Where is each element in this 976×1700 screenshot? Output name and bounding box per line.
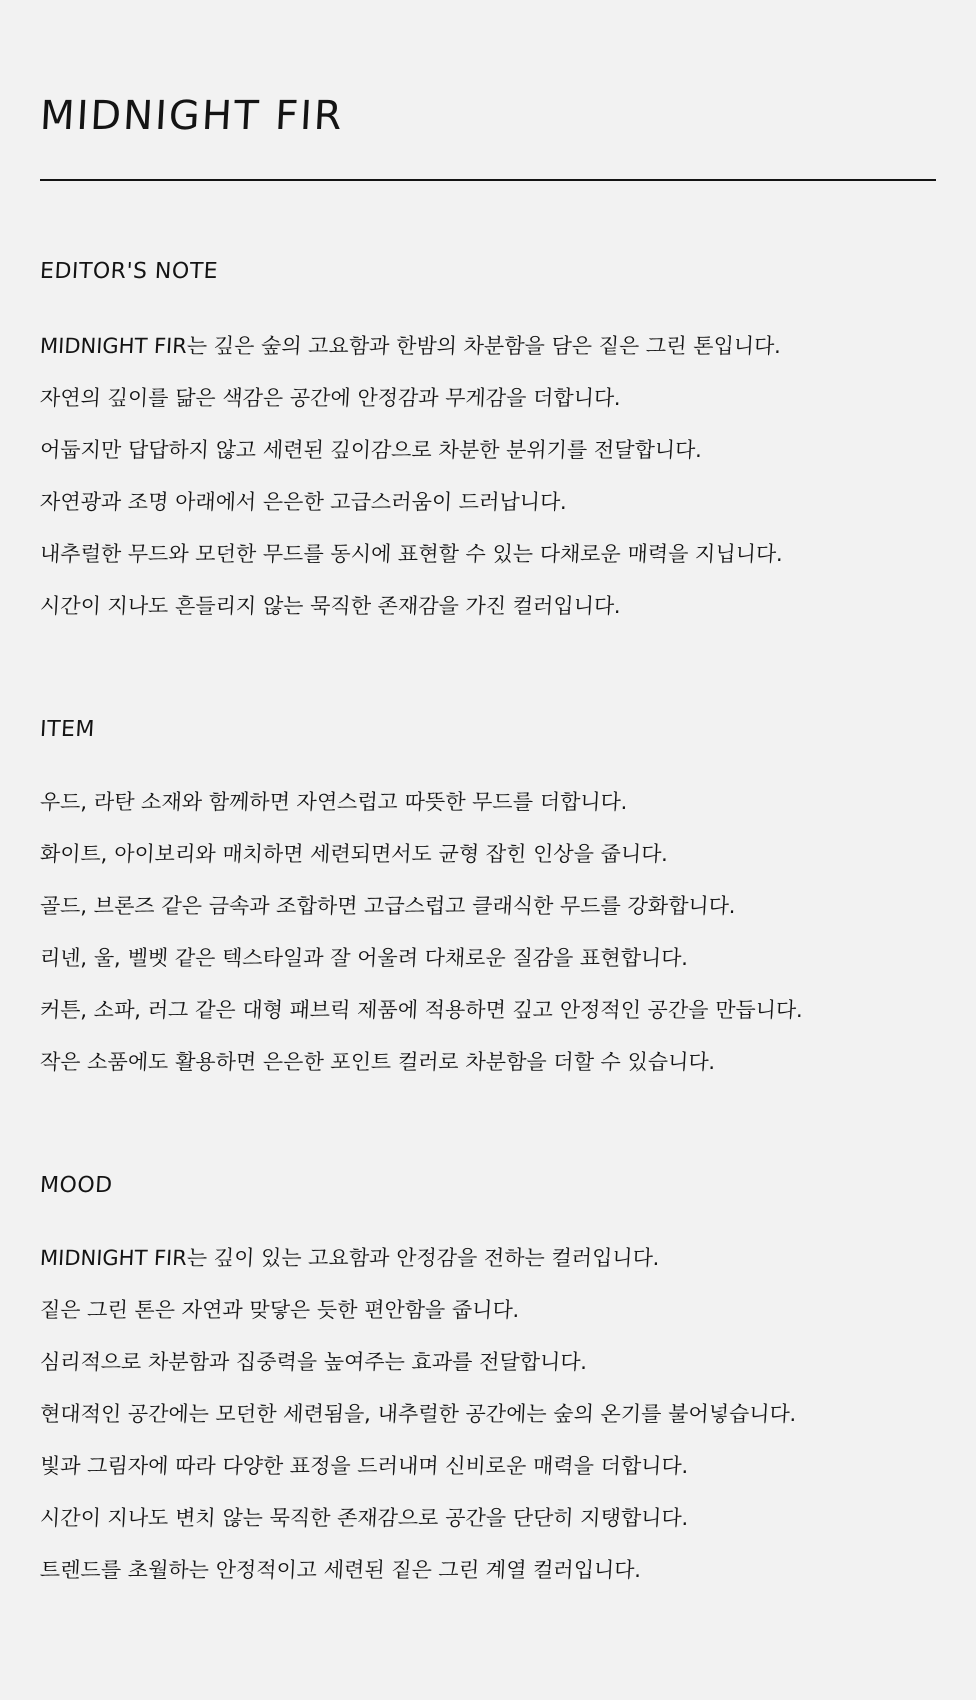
editors-note-line: 어둡지만 답답하지 않고 세련된 깊이감으로 차분한 분위기를 전달합니다. [39,438,703,462]
mood-line: 현대적인 공간에는 모던한 세련됨을, 내추럴한 공간에는 숲의 온기를 불어넣습니다. [39,1402,798,1426]
page-title: MIDNIGHT FIR [38,93,345,139]
mood-line: 심리적으로 차분함과 집중력을 높여주는 효과를 전달합니다. [39,1350,588,1374]
item-line: 우드, 라탄 소재와 함께하면 자연스럽고 따뜻한 무드를 더합니다. [39,790,629,814]
item-heading: ITEM [39,717,96,742]
mood-line: 시간이 지나도 변치 않는 묵직한 존재감으로 공간을 단단히 지탱합니다. [39,1506,690,1530]
mood-line: 짙은 그린 톤은 자연과 맞닿은 듯한 편안함을 줍니다. [39,1298,521,1322]
mood-body [40,1232,936,1596]
item-body [40,776,936,1088]
item-line: 화이트, 아이보리와 매치하면 세련되면서도 균형 잡힌 인상을 줍니다. [39,842,669,866]
editors-note-body [40,320,936,632]
mood-line: MIDNIGHT FIR는 깊이 있는 고요함과 안정감을 전하는 컬러입니다. [39,1246,661,1270]
editors-note-heading: EDITOR'S NOTE [39,259,219,284]
editors-note-line: MIDNIGHT FIR는 깊은 숲의 고요함과 한밤의 차분함을 담은 짙은 그린 톤입니다. [39,334,782,358]
editors-note-line: 시간이 지나도 흔들리지 않는 묵직한 존재감을 가진 컬러입니다. [39,594,622,618]
mood-heading: MOOD [39,1173,114,1198]
item-line: 리넨, 울, 벨벳 같은 텍스타일과 잘 어울려 다채로운 질감을 표현합니다. [39,946,689,970]
item-line: 작은 소품에도 활용하면 은은한 포인트 컬러로 차분함을 더할 수 있습니다. [39,1050,716,1074]
title-divider [40,179,936,181]
item-line: 골드, 브론즈 같은 금속과 조합하면 고급스럽고 클래식한 무드를 강화합니다. [39,894,737,918]
editors-note-line: 내추럴한 무드와 모던한 무드를 동시에 표현할 수 있는 다채로운 매력을 지닙니다. [39,542,784,566]
mood-line: 트렌드를 초월하는 안정적이고 세련된 짙은 그린 계열 컬러입니다. [39,1558,642,1582]
editors-note-line: 자연광과 조명 아래에서 은은한 고급스러움이 드러납니다. [39,490,568,514]
item-line: 커튼, 소파, 러그 같은 대형 패브릭 제품에 적용하면 깊고 안정적인 공간을 만듭니다. [39,998,804,1022]
editors-note-line: 자연의 깊이를 닮은 색감은 공간에 안정감과 무게감을 더합니다. [39,386,622,410]
mood-line: 빛과 그림자에 따라 다양한 표정을 드러내며 신비로운 매력을 더합니다. [39,1454,690,1478]
